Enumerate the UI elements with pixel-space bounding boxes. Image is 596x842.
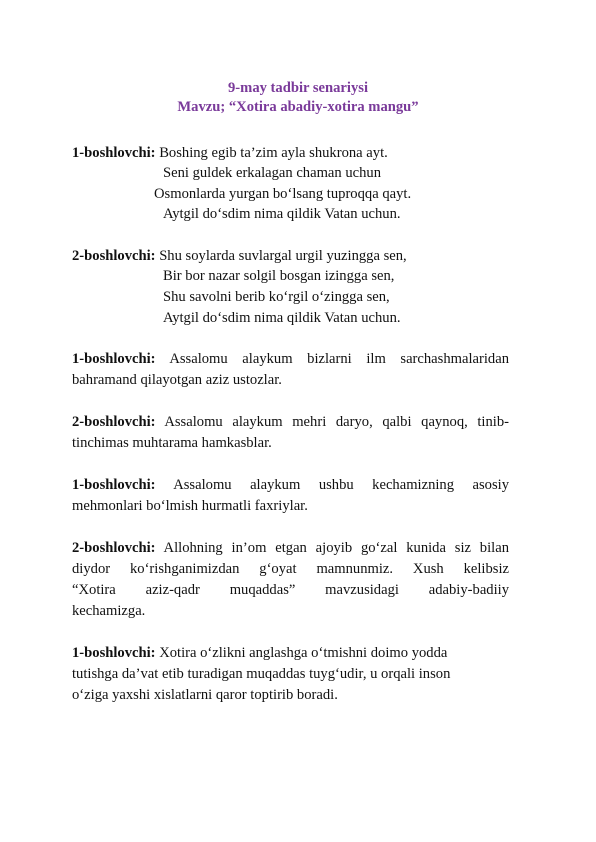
- verse-line: Boshing egib ta’zim ayla shukrona ayt.: [159, 145, 388, 161]
- paragraph-text: Assalomu alaykum bizlarni ilm sarchashmalaridan: [169, 351, 509, 367]
- speaker-label: 2-boshlovchi:: [72, 540, 156, 556]
- para5-line1: [72, 645, 447, 662]
- speaker-label: 1-boshlovchi:: [72, 645, 156, 661]
- paragraph-text: Xotira o‘zlikni anglashga o‘tmishni doimo yodda: [159, 645, 448, 661]
- stanza2-line1: [72, 248, 407, 265]
- document-subtitle: Mavzu; “Xotira abadiy-xotira mangu”: [177, 99, 419, 115]
- paragraph-text: tinchimas muhtarama hamkasblar.: [72, 435, 272, 451]
- paragraph-text: bahramand qilayotgan aziz ustozlar.: [72, 372, 282, 388]
- speaker-label: 2-boshlovchi:: [72, 414, 156, 430]
- para3-line1: [72, 477, 509, 494]
- paragraph-text: Assalomu alaykum ushbu kechamizning asosiy: [173, 477, 509, 493]
- paragraph-text: Allohning in’om etgan ajoyib go‘zal kunida siz bilan: [163, 540, 509, 556]
- paragraph-text: Assalomu alaykum mehri daryo, qalbi qaynoq, tinib-: [164, 414, 509, 430]
- verse-line: Seni guldek erkalagan chaman uchun: [163, 165, 382, 181]
- speaker-label: 1-boshlovchi:: [72, 145, 156, 161]
- verse-line: Shu savolni berib ko‘rgil o‘zingga sen,: [163, 289, 390, 305]
- paragraph-text: kechamizga.: [72, 603, 146, 619]
- para1-line1: [72, 351, 509, 368]
- paragraph-text: tutishga da’vat etib turadigan muqaddas tuyg‘udir, u orqali inson: [72, 666, 451, 682]
- verse-line: Osmonlarda yurgan bo‘lsang tuproqqa qayt.: [154, 186, 412, 202]
- verse-line: Aytgil do‘sdim nima qildik Vatan uchun.: [163, 310, 401, 326]
- verse-line: Aytgil do‘sdim nima qildik Vatan uchun.: [163, 206, 401, 222]
- speaker-label: 2-boshlovchi:: [72, 248, 156, 264]
- paragraph-text: mehmonlari bo‘lmish hurmatli faxriylar.: [72, 498, 308, 514]
- speaker-label: 1-boshlovchi:: [72, 351, 156, 367]
- para4-line1: [72, 540, 509, 557]
- document-title: 9-may tadbir senariysi: [228, 80, 368, 96]
- paragraph-text: “Xotira aziz-qadr muqaddas” mavzusidagi adabiy-badiiy: [72, 582, 509, 598]
- verse-line: Bir bor nazar solgil bosgan izingga sen,: [163, 268, 395, 284]
- stanza1-line1: [72, 145, 388, 162]
- paragraph-text: diydor ko‘rishganimizdan g‘oyat mamnunmiz. Xush kelibsiz: [72, 561, 509, 577]
- para2-line1: [72, 414, 509, 431]
- speaker-label: 1-boshlovchi:: [72, 477, 156, 493]
- paragraph-text: o‘ziga yaxshi xislatlarni qaror toptirib boradi.: [72, 687, 338, 703]
- verse-line: Shu soylarda suvlargal urgil yuzingga sen,: [159, 248, 407, 264]
